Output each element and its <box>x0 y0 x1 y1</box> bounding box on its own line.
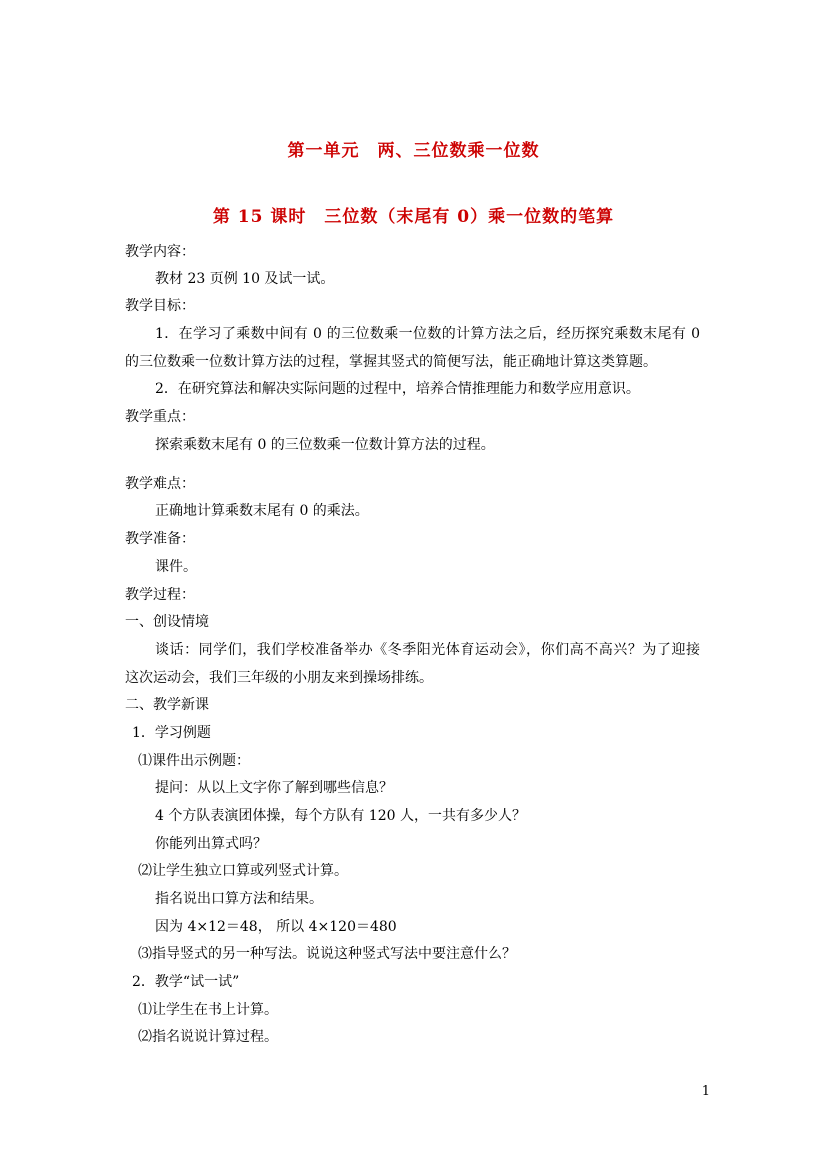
try-2: ⑵指名说说计算过程。 <box>138 1029 278 1045</box>
unit-title: 第一单元 两、三位数乘一位数 <box>287 141 540 161</box>
difficulty-heading: 教学难点： <box>125 476 195 492</box>
problem-text: 4 个方队表演团体操，每个方队有 120 人，一共有多少人？ <box>155 808 526 824</box>
part-1-heading: 1．学习例题 <box>132 725 211 741</box>
lesson-title: 第 15 课时 三位数（末尾有 0）乘一位数的笔算 <box>212 207 615 227</box>
step-1: ⑴课件出示例题： <box>138 753 250 769</box>
section-1-line-1: 谈话：同学们，我们学校准备举办《冬季阳光体育运动会》，你们高不高兴？为了迎接 <box>155 642 700 658</box>
page-number: 1 <box>701 1084 710 1099</box>
step-2: ⑵让学生独立口算或列竖式计算。 <box>138 863 348 879</box>
step-3: ⑶指导竖式的另一种写法。说说这种竖式写法中要注意什么？ <box>138 946 516 962</box>
objective-1-line-2: 的三位数乘一位数计算方法的过程，掌握其竖式的简便写法，能正确地计算这类算题。 <box>125 354 657 370</box>
content-text: 教材 23 页例 10 及试一试。 <box>155 271 335 287</box>
key-point-heading: 教学重点： <box>125 409 195 425</box>
process-heading: 教学过程： <box>125 587 195 603</box>
question-text: 提问：从以上文字你了解到哪些信息？ <box>155 780 393 796</box>
content-heading: 教学内容： <box>125 244 195 260</box>
ask-formula-text: 你能列出算式吗？ <box>155 836 267 852</box>
name-students-text: 指名说出口算方法和结果。 <box>155 891 323 907</box>
objective-2: 2．在研究算法和解决实际问题的过程中，培养合情推理能力和数学应用意识。 <box>155 381 640 397</box>
section-1-heading: 一、创设情境 <box>125 614 209 630</box>
section-2-heading: 二、教学新课 <box>125 697 209 713</box>
objectives-heading: 教学目标： <box>125 298 195 314</box>
calculation-text: 因为 4×12＝48， 所以 4×120＝480 <box>155 919 397 935</box>
objective-1-line-1: 1．在学习了乘数中间有 0 的三位数乘一位数的计算方法之后，经历探究乘数末尾有 0 <box>155 326 700 342</box>
try-1: ⑴让学生在书上计算。 <box>138 1002 278 1018</box>
preparation-heading: 教学准备： <box>125 531 195 547</box>
preparation-text: 课件。 <box>155 559 197 575</box>
key-point-text: 探索乘数末尾有 0 的三位数乘一位数计算方法的过程。 <box>155 437 495 453</box>
difficulty-text: 正确地计算乘数末尾有 0 的乘法。 <box>155 503 369 519</box>
part-2-heading: 2．教学“试一试” <box>132 974 240 990</box>
section-1-line-2: 这次运动会，我们三年级的小朋友来到操场排练。 <box>125 670 433 686</box>
